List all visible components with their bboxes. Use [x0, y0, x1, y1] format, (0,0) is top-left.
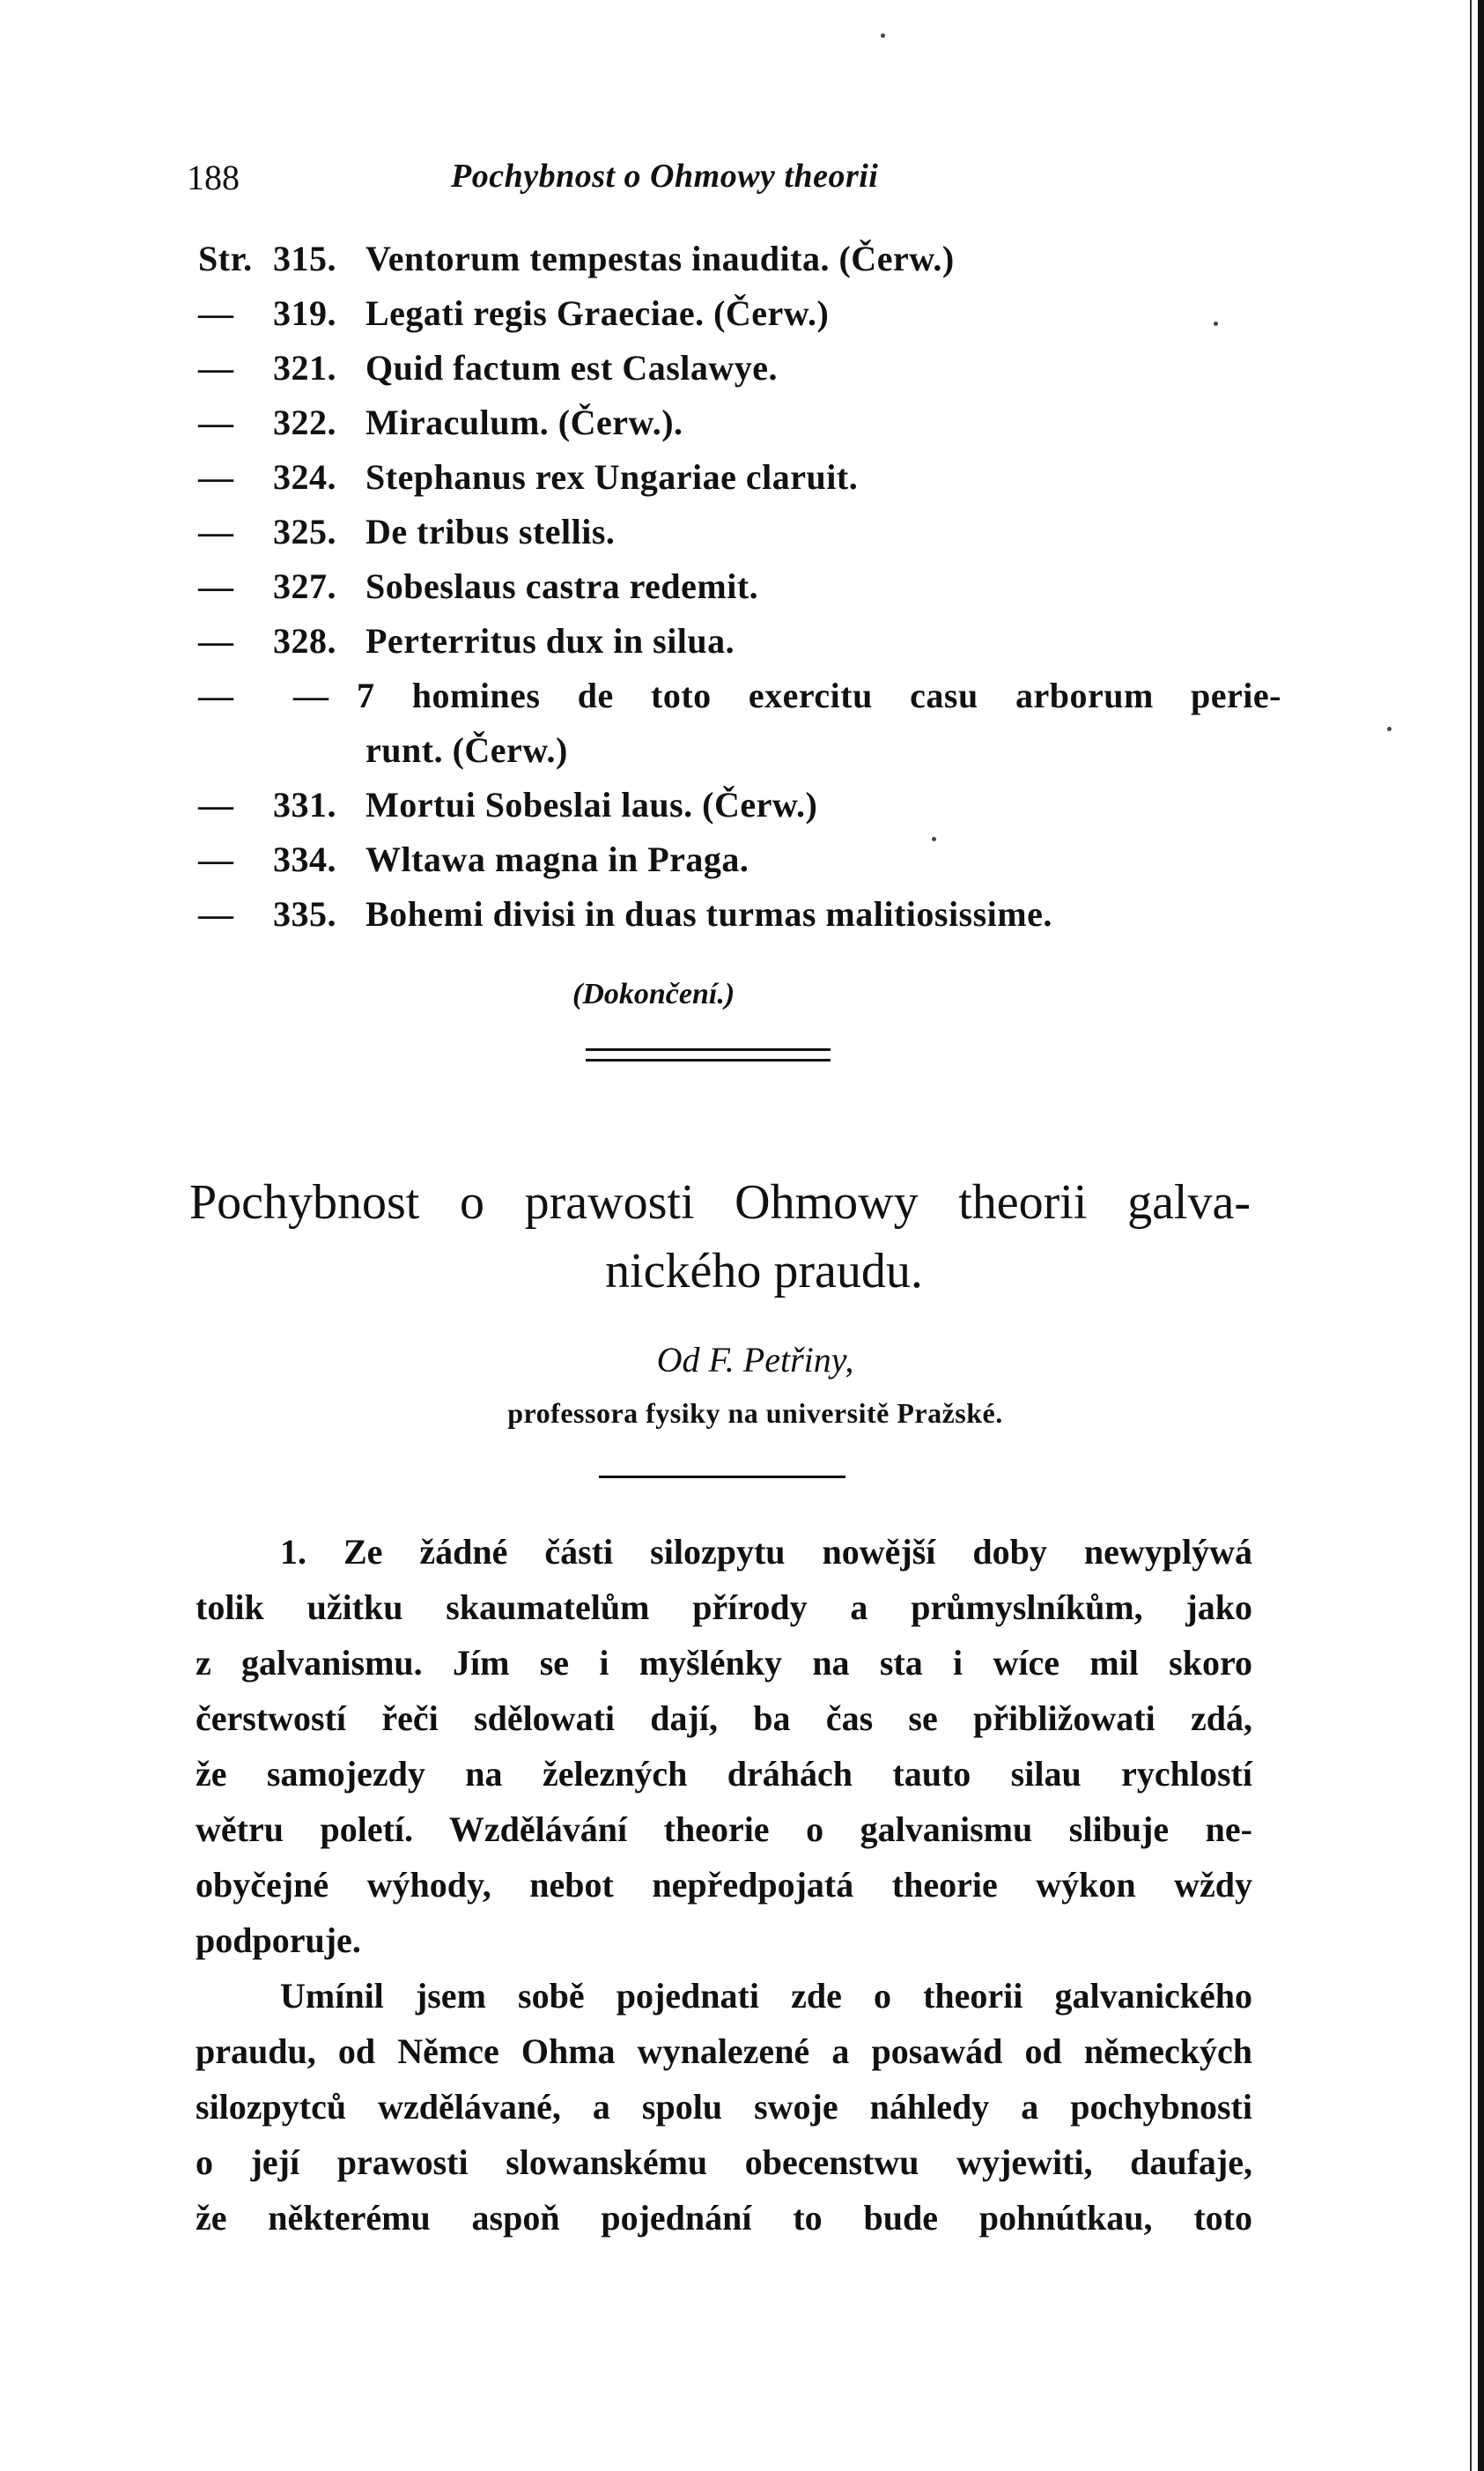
entry-prefix: — — [198, 566, 234, 606]
entry-text: runt. (Čerw.) — [365, 730, 568, 770]
entry-text: De tribus stellis. — [365, 512, 616, 551]
article-title-line: nického praudu. — [605, 1244, 923, 1298]
paragraph-line: silozpytců wzdělávané, a spolu swoje náhledy a pochybnosti — [196, 2087, 1252, 2127]
entry-page-number: 322. — [273, 403, 336, 442]
word: homines — [411, 676, 541, 715]
paragraph-line: obyčejné wýhody, nebot nepředpojatá theorie wýkon wždy — [196, 1865, 1252, 1905]
list-item — [198, 511, 1281, 566]
entry-page-number: 315. — [273, 239, 336, 278]
entry-text: Bohemi divisi in duas turmas malitiosissime. — [365, 894, 1052, 934]
list-item — [198, 402, 1281, 456]
entry-prefix: — — [198, 840, 234, 879]
paragraph-line: praudu, od Němce Ohma wynalezené a posawád od německých — [196, 2031, 1252, 2071]
entry-page-number: 321. — [273, 348, 336, 388]
list-item — [198, 893, 1281, 948]
entry-prefix: — — [198, 676, 234, 715]
word: perie- — [1191, 676, 1281, 715]
paragraph-line: čerstwostí řeči sdělowati dají, ba čas se přibližowati zdá, — [196, 1698, 1252, 1738]
entry-prefix: — — [198, 348, 234, 388]
title-word: galva- — [1127, 1175, 1251, 1230]
word: casu — [910, 676, 978, 715]
entry-prefix: — — [198, 293, 234, 333]
entry-page-number: 327. — [273, 566, 336, 606]
entry-page-number: 334. — [273, 840, 336, 879]
paragraph-line: o její prawosti slowanskému obecenstwu wyjewiti, daufaje, — [196, 2142, 1252, 2182]
entry-list — [198, 238, 1281, 948]
page-number: 188 — [187, 158, 240, 197]
entry-prefix: — — [198, 621, 234, 661]
entry-text: Stephanus rex Ungariae claruit. — [365, 457, 859, 497]
paragraph-line: z galvanismu. Jím se i myšlénky na sta i wíce mil skoro — [196, 1643, 1252, 1683]
paragraph-line: že některému aspoň pojednání to bude pohnútkau, toto — [196, 2198, 1252, 2238]
title-word: Pochybnost — [189, 1175, 420, 1230]
paragraph-line: podporuje. — [196, 1920, 361, 1960]
entry-text: Mortui Sobeslai laus. (Čerw.) — [365, 785, 818, 825]
word: 7 — [357, 676, 375, 715]
entry-prefix: — — [198, 785, 234, 825]
list-item-continuation — [198, 729, 1281, 784]
entry-text: Miraculum. (Čerw.). — [365, 403, 683, 442]
page-edge-inner-line — [1470, 0, 1472, 2471]
running-title: Pochybnost o Ohmowy theorii — [451, 158, 879, 195]
list-item — [198, 784, 1281, 839]
author-affiliation: professora fysiky na universitě Pražské. — [507, 1397, 1003, 1429]
title-word: theorii — [958, 1175, 1088, 1230]
paragraph-line: 1. Ze žádné části silozpytu nowější doby newyplýwá — [280, 1532, 1252, 1572]
list-item — [198, 292, 1281, 347]
list-item — [198, 238, 1281, 292]
list-item — [198, 566, 1281, 620]
entry-text: Sobeslaus castra redemit. — [365, 566, 759, 606]
entry-text: Ventorum tempestas inaudita. (Čerw.) — [365, 239, 955, 278]
continued-note: (Dokončení.) — [572, 978, 735, 1010]
entry-text: Quid factum est Caslawye. — [365, 348, 779, 388]
entry-page-number: 324. — [273, 457, 336, 497]
paragraph-line: wětru poletí. Wzdělávání theorie o galvanismu slibuje ne- — [196, 1809, 1252, 1849]
entry-page-number: 335. — [273, 894, 336, 934]
article-author: Od F. Petřiny, — [656, 1340, 854, 1380]
entry-prefix: — — [198, 457, 234, 497]
paragraph-line: Umínil jsem sobě pojednati zde o theorii galvanického — [280, 1976, 1252, 2016]
rule-divider — [599, 1476, 845, 1478]
entry-text: Perterritus dux in silua. — [365, 621, 735, 661]
entry-text: Legati regis Graeciae. (Čerw.) — [365, 293, 830, 333]
list-item — [198, 620, 1281, 675]
entry-text: Wltawa magna in Praga. — [365, 840, 749, 879]
word: exercitu — [748, 676, 873, 715]
entry-sub-prefix: — — [293, 676, 329, 715]
scan-speck — [1387, 727, 1392, 731]
running-head — [187, 157, 1252, 201]
paragraph-line: tolik užitku skaumatelům přírody a průmyslníkům, jako — [196, 1587, 1252, 1627]
article-body — [196, 1524, 1252, 2245]
paragraph-line: že samojezdy na železných dráhách tauto silau rychlostí — [196, 1754, 1252, 1794]
list-item — [198, 347, 1281, 402]
word: toto — [651, 676, 712, 715]
word: arborum — [1015, 676, 1154, 715]
page-edge — [1478, 0, 1484, 2471]
article-title-line — [189, 1168, 1251, 1237]
entry-page-number: 319. — [273, 293, 336, 333]
entry-text — [357, 675, 1281, 716]
entry-prefix: — — [198, 512, 234, 551]
list-item — [198, 839, 1281, 893]
scan-speck — [881, 33, 885, 38]
list-item-sub — [198, 675, 1281, 729]
article-title — [189, 1168, 1251, 1306]
entry-prefix: — — [198, 403, 234, 442]
title-word: prawosti — [524, 1175, 695, 1230]
double-rule-divider — [586, 1048, 831, 1062]
entry-page-number: 328. — [273, 621, 336, 661]
title-word: Ohmowy — [735, 1175, 919, 1230]
entry-page-number: 331. — [273, 785, 336, 825]
entry-prefix: — — [198, 894, 234, 934]
entry-prefix: Str. — [198, 239, 253, 278]
entry-page-number: 325. — [273, 512, 336, 551]
word: de — [577, 676, 614, 715]
title-word: o — [460, 1175, 484, 1230]
list-item — [198, 456, 1281, 511]
